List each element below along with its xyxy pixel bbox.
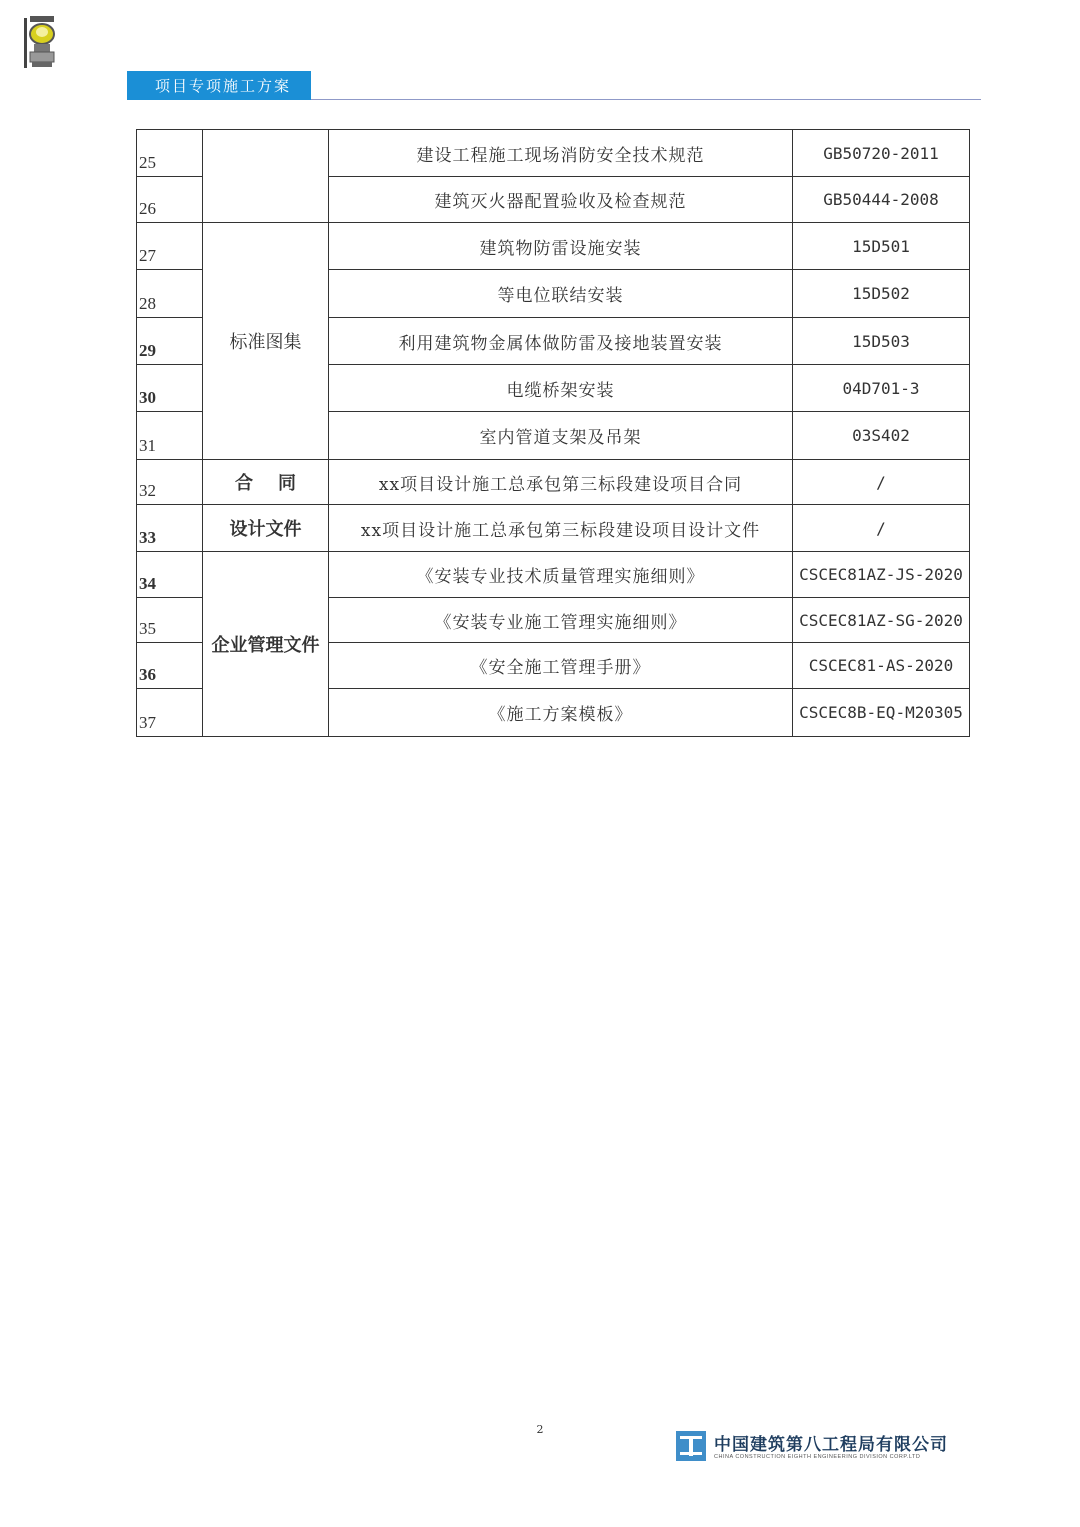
row-number: 36 [137,643,203,689]
doc-name: 《安全施工管理手册》 [329,643,793,689]
doc-code: CSCEC81-AS-2020 [793,643,970,689]
doc-code: CSCEC81AZ-JS-2020 [793,552,970,598]
row-number: 30 [137,365,203,412]
doc-name: 《安装专业技术质量管理实施细则》 [329,552,793,598]
doc-code: / [793,460,970,505]
doc-code: 15D501 [793,223,970,270]
table-row [137,223,970,270]
doc-name: 建筑物防雷设施安装 [329,223,793,270]
row-number: 26 [137,177,203,223]
row-number: 32 [137,460,203,505]
row-number: 37 [137,689,203,737]
category-standard-atlas: 标准图集 [203,223,329,460]
category-enterprise-docs: 企业管理文件 [203,552,329,737]
doc-code: / [793,505,970,552]
doc-code: CSCEC81AZ-SG-2020 [793,598,970,643]
doc-code: GB50444-2008 [793,177,970,223]
doc-code: CSCEC8B-EQ-M20305 [793,689,970,737]
row-number: 31 [137,412,203,460]
row-number: 35 [137,598,203,643]
category-design-docs: 设计文件 [203,505,329,552]
doc-name: xx项目设计施工总承包第三标段建设项目设计文件 [329,505,793,552]
category-cell-empty [203,130,329,223]
doc-name: xx项目设计施工总承包第三标段建设项目合同 [329,460,793,505]
row-number: 33 [137,505,203,552]
category-contract: 合 同 [203,460,329,505]
reference-table [136,129,970,737]
row-number: 28 [137,270,203,318]
doc-name: 建筑灭火器配置验收及检查规范 [329,177,793,223]
header-divider [311,99,981,100]
doc-name: 《施工方案模板》 [329,689,793,737]
table-row [137,552,970,598]
doc-name: 利用建筑物金属体做防雷及接地装置安装 [329,318,793,365]
page-number: 2 [536,1423,544,1436]
doc-code: 03S402 [793,412,970,460]
row-number: 25 [137,130,203,177]
row-number: 27 [137,223,203,270]
doc-name: 《安装专业施工管理实施细则》 [329,598,793,643]
table-row [137,505,970,552]
doc-name: 等电位联结安装 [329,270,793,318]
corner-logo-icon [22,14,62,70]
table-row [137,460,970,505]
doc-name: 电缆桥架安装 [329,365,793,412]
doc-code: 15D502 [793,270,970,318]
doc-code: 15D503 [793,318,970,365]
row-number: 29 [137,318,203,365]
row-number: 34 [137,552,203,598]
header-title: 项目专项施工方案 [127,71,311,100]
doc-code: GB50720-2011 [793,130,970,177]
table-row [137,130,970,177]
company-name-cn: 中国建筑第八工程局有限公司 [714,1435,948,1455]
doc-name: 室内管道支架及吊架 [329,412,793,460]
doc-code: 04D701-3 [793,365,970,412]
doc-name: 建设工程施工现场消防安全技术规范 [329,130,793,177]
company-name-en: CHINA CONSTRUCTION EIGHTH ENGINEERING DIVISION CORP.LTD [714,1454,921,1460]
